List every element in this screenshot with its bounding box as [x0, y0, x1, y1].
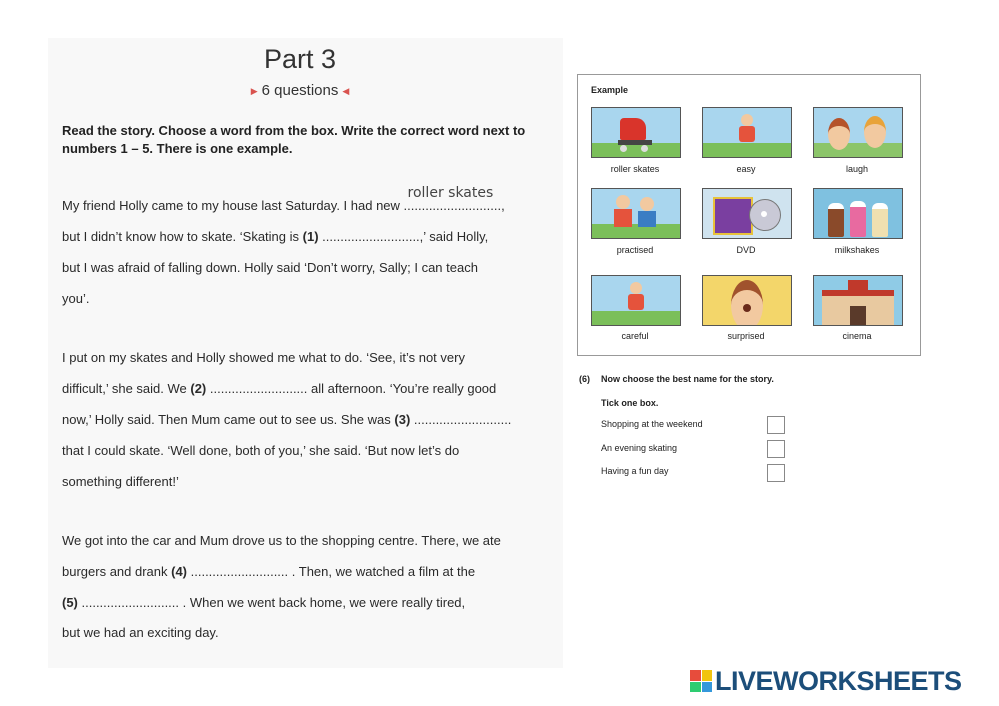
word-label: roller skates [610, 164, 660, 174]
cinema-picture [813, 275, 903, 326]
story-line: you’. [62, 291, 90, 306]
subtitle [0, 82, 600, 99]
story-line: We got into the car and Mum drove us to the shopping centre. There, we ate [62, 533, 501, 548]
story-line: that I could skate. ‘Well done, both of you,’ she said. ‘But now let’s do [62, 443, 460, 458]
story-line: I put on my skates and Holly showed me what to do. ‘See, it’s not very [62, 350, 465, 365]
story-line: something different!’ [62, 474, 179, 489]
story-line: difficult,’ she said. We (2) ........................... all afternoon. ‘You’re really good [62, 381, 497, 396]
logo-text: LIVEWORKSHEETS [715, 665, 962, 696]
handwritten-answer: roller skates [407, 185, 494, 201]
easy-picture [702, 107, 792, 158]
blank-4-number: (4) [171, 564, 188, 579]
subtitle-text: 6 questions [261, 82, 339, 99]
careful-picture [591, 275, 681, 326]
story-line: but I didn’t know how to skate. ‘Skating is (1) ...........................,’ said Holly, [62, 229, 489, 244]
milkshakes-picture [813, 188, 903, 239]
word-label: cinema [842, 331, 872, 341]
blank-3-number: (3) [394, 412, 411, 427]
word-label: DVD [736, 245, 756, 255]
blank-3-input[interactable]: ........................... [410, 412, 512, 427]
blank-1-number: (1) [302, 229, 319, 244]
word-label: careful [621, 331, 649, 341]
option-label: An evening skating [601, 443, 678, 453]
logo-icon [690, 670, 712, 692]
instructions: Read the story. Choose a word from the box. Write the correct word next to numbers 1 – 5. There is one example. [62, 123, 526, 156]
part-title: Part 3 [263, 44, 337, 74]
triangle-left-icon: ◀ [342, 85, 350, 96]
question-6-text: Now choose the best name for the story. [601, 374, 774, 384]
tick-instruction: Tick one box. [601, 398, 659, 408]
blank-5-input[interactable]: ........................... . When we went back home, we were really tired, [77, 595, 466, 610]
blank-2-input[interactable]: ........................... all afternoon. ‘You’re really good [206, 381, 497, 396]
story-line: but I was afraid of falling down. Holly said ‘Don’t worry, Sally; I can teach [62, 260, 478, 275]
story-line: but we had an exciting day. [62, 625, 219, 640]
practised-picture [591, 188, 681, 239]
surprised-picture [702, 275, 792, 326]
blank-1-input[interactable]: ...........................,’ said Holly, [318, 229, 489, 244]
example-title: Example [591, 85, 629, 95]
story-line: now,’ Holly said. Then Mum came out to see us. She was (3) ........................... [62, 412, 512, 427]
story-line [62, 595, 465, 610]
option-3-checkbox[interactable] [767, 464, 785, 482]
roller-skates-picture [591, 107, 681, 158]
triangle-right-icon: ▶ [250, 85, 258, 96]
blank-5-number: (5) [62, 595, 78, 610]
story-line: burgers and drank (4) ........................... . Then, we watched a film at the [62, 564, 476, 579]
word-label: easy [736, 164, 756, 174]
option-2-checkbox[interactable] [767, 440, 785, 458]
option-1-checkbox[interactable] [767, 416, 785, 434]
question-6-number: (6) [579, 374, 590, 384]
blank-4-input[interactable]: ........................... . Then, we watched a film at the [187, 564, 476, 579]
word-label: milkshakes [834, 245, 880, 255]
option-label: Having a fun day [601, 466, 669, 476]
laugh-picture [813, 107, 903, 158]
example-word-box [577, 74, 921, 356]
word-label: surprised [727, 331, 765, 341]
word-label: practised [616, 245, 654, 255]
story-line: My friend Holly came to my house last Saturday. I had new roller skates ..........................., [62, 185, 505, 213]
option-label: Shopping at the weekend [601, 419, 703, 429]
liveworksheets-logo [690, 664, 962, 698]
dvd-picture [702, 188, 792, 239]
example-answer: roller skates ........................... [403, 185, 502, 213]
blank-2-number: (2) [190, 381, 207, 396]
word-label: laugh [845, 164, 869, 174]
